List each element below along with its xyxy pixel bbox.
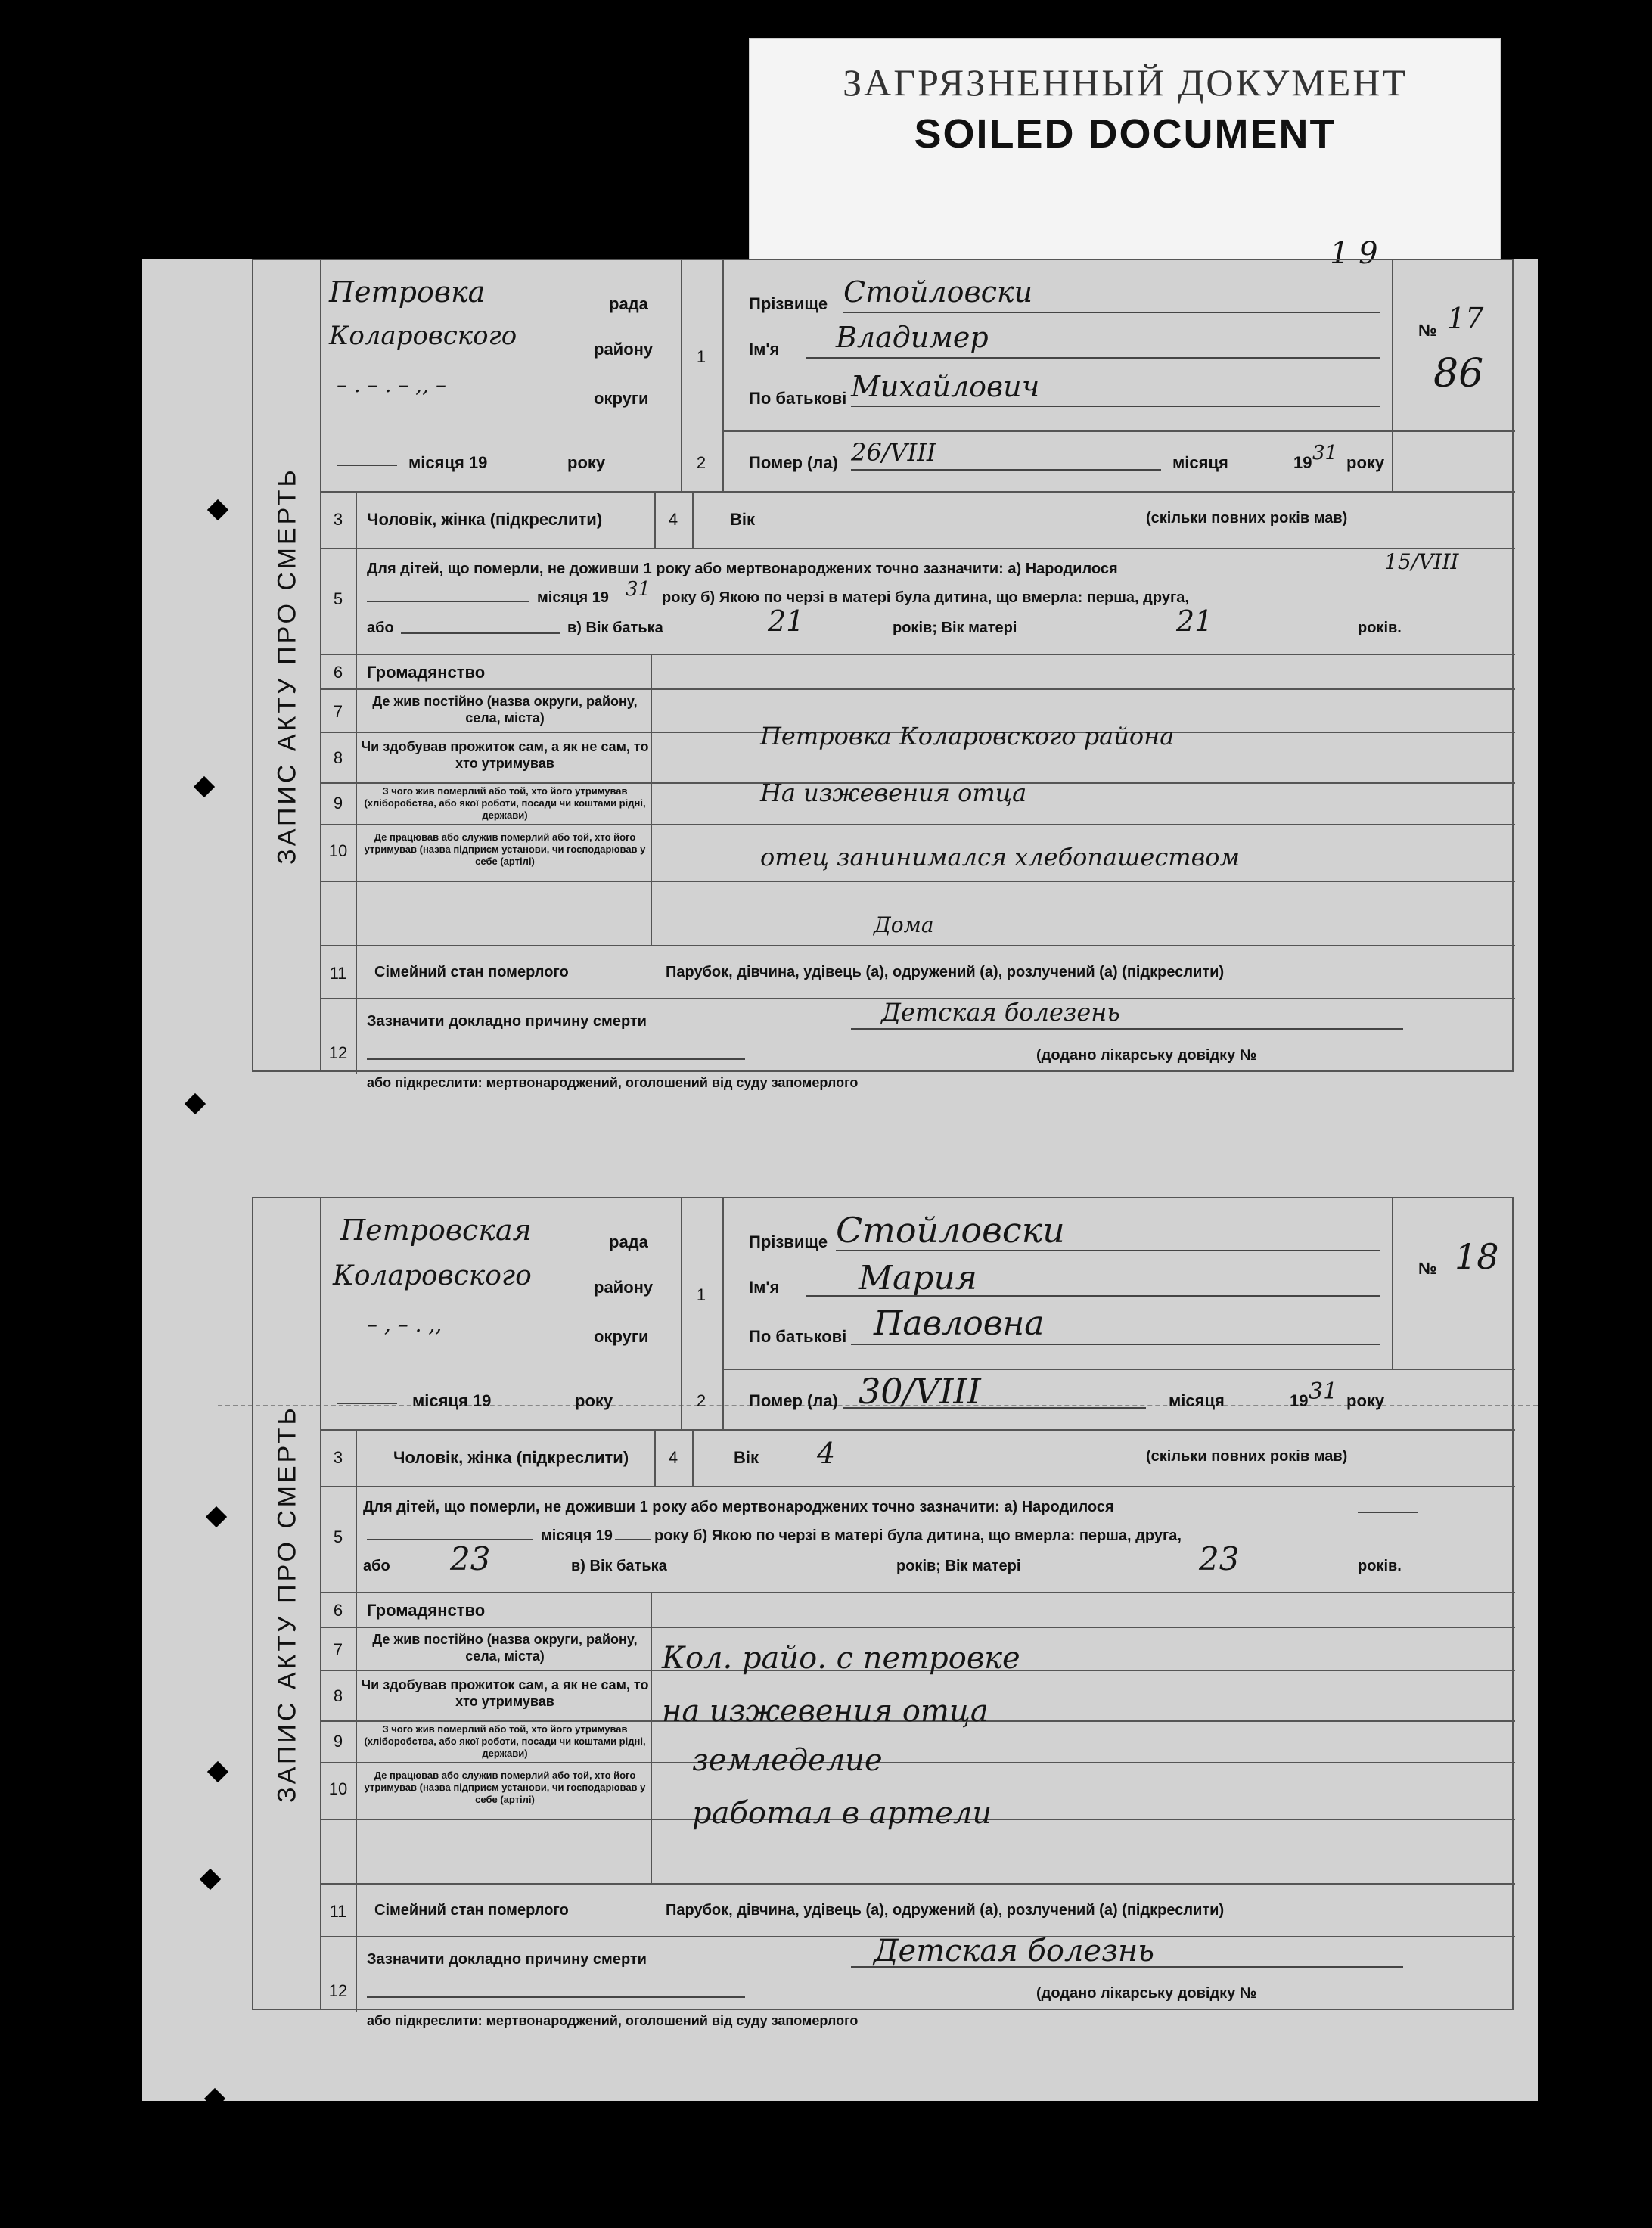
support-value: на изжевения отца [662, 1694, 989, 1729]
row-number: 2 [696, 1391, 706, 1410]
birth-year: 31 [626, 578, 651, 601]
no-label: № [1418, 321, 1437, 340]
residence-value: Кол. райо. с петровке [662, 1641, 1020, 1676]
grid-line [356, 491, 357, 1074]
okrug-label: округи [594, 1327, 649, 1346]
workplace-label: Де працював або служив померлий або той, хто його утримував (назва підприєм установи, чи господарював у себе (артілі) [364, 831, 646, 867]
patronymic-value: Михайлович [851, 370, 1040, 403]
stillborn-note: або підкреслити: мертвонароджений, оголошений від суду запомерлого [367, 1075, 859, 1090]
birth-date: 15/VIII [1384, 549, 1459, 574]
no-label: № [1418, 1259, 1437, 1278]
fill-in-line [337, 1403, 397, 1404]
header-month-label: місяця 19 [408, 453, 488, 472]
marital-options: Парубок, дівчина, удівець (а), одружений (а), розлучений (а) (підкреслити) [666, 1902, 1225, 1919]
surname-value: Стойловски [843, 275, 1033, 309]
fill-in-line [367, 1058, 745, 1060]
surname-label: Прізвище [749, 294, 828, 313]
livelihood-label: З чого жив померлий або той, хто його утримував (хліборобства, або якої роботи, посади чи коштами рідні, держави) [364, 1723, 646, 1759]
name-value: Владимер [836, 321, 989, 354]
fill-in-line [843, 312, 1380, 313]
death-year: 31 [1312, 442, 1338, 465]
fill-in-line [337, 465, 397, 466]
name-label: Ім'я [749, 1278, 780, 1297]
rayon-value: Коларовского [333, 1260, 532, 1291]
row-number: 3 [333, 1448, 343, 1467]
form-label: року б) Якою по черзі в матері була дитина, що вмерла: перша, друга, [662, 589, 1189, 606]
grid-line [321, 1592, 1515, 1593]
binding-hole [207, 1761, 228, 1782]
form-label: в) Вік батька [571, 1558, 667, 1574]
rayon-label: району [594, 340, 654, 359]
workplace-label: Де працював або служив померлий або той, хто його утримував (назва підприєм установи, чи господарював у себе (артілі) [364, 1770, 646, 1805]
grid-line [654, 1429, 656, 1486]
residence-label: Де жив постійно (назва округи, району, села, міста) [372, 1632, 638, 1664]
residence-label: Де жив постійно (назва округи, району, села, міста) [372, 694, 638, 726]
row-number: 5 [333, 589, 343, 608]
fill-in-line [851, 469, 1161, 471]
death-date: 26/VIII [851, 438, 936, 467]
row-number: 5 [333, 1527, 343, 1546]
row-number: 4 [668, 1448, 678, 1467]
death-year: 31 [1309, 1378, 1338, 1405]
row-number: 9 [333, 794, 343, 813]
row-number: 2 [696, 453, 706, 472]
patronymic-label: По батькові [749, 389, 847, 408]
marital-label: Сімейний стан померлого [374, 1902, 569, 1919]
form-label: років. [1358, 1558, 1402, 1574]
death-record-2 [252, 1197, 1514, 2028]
grid-line [1392, 1198, 1393, 1369]
record-number-2: 86 [1433, 351, 1484, 396]
form-label: років. [1358, 620, 1402, 636]
grid-line [321, 548, 1515, 549]
death-19-label: 19 [1293, 453, 1312, 472]
row-number: 6 [333, 1601, 343, 1620]
fill-in-line [851, 1028, 1403, 1030]
row-number: 1 [696, 347, 706, 366]
fill-in-line [806, 357, 1380, 359]
age-value: 4 [817, 1437, 836, 1470]
rada-label: рада [609, 1232, 648, 1251]
cause-label: Зазначити докладно причину смерти [367, 1951, 647, 1968]
binding-hole [204, 2088, 225, 2109]
patronymic-value: Павловна [874, 1304, 1045, 1343]
fill-in-line [615, 1539, 651, 1540]
gender-label: Чоловік, жінка (підкреслити) [367, 510, 603, 529]
death-month-label: місяця [1169, 1391, 1225, 1410]
fill-in-line [367, 1996, 745, 1998]
form-label: років; Вік матері [893, 620, 1017, 636]
record-number: 18 [1455, 1236, 1499, 1277]
row-number: 10 [328, 1779, 348, 1798]
side-title: ЗАПИС АКТУ ПРО СМЕРТЬ [272, 466, 302, 865]
grid-line [321, 654, 1515, 655]
grid-line [321, 1762, 1515, 1763]
grid-line [692, 1429, 694, 1486]
death-label: Помер (ла) [749, 453, 838, 472]
rada-value: Петровка [329, 275, 486, 309]
father-age: 21 [768, 604, 805, 638]
form-label: років; Вік матері [896, 1558, 1021, 1574]
death-19-label: 19 [1290, 1391, 1309, 1410]
age-note: (скільки повних років мав) [1146, 1448, 1348, 1465]
grid-line [321, 1627, 1515, 1628]
grid-line [722, 1198, 724, 1429]
rada-label: рада [609, 294, 648, 313]
grid-line [321, 1486, 1515, 1487]
stillborn-note: або підкреслити: мертвонароджений, оголошений від суду запомерлого [367, 2013, 859, 2028]
livelihood-label: З чого жив померлий або той, хто його утримував (хліборобства, або якої роботи, посади чи коштами рідні, держави) [364, 785, 646, 821]
death-month-label: місяця [1172, 453, 1228, 472]
gender-label: Чоловік, жінка (підкреслити) [393, 1448, 629, 1467]
grid-line [321, 945, 1515, 946]
citizenship-label: Громадянство [367, 1601, 486, 1620]
surname-value: Стойловски [836, 1210, 1065, 1251]
row-number: 11 [329, 964, 347, 983]
rada-value: Петровская [340, 1213, 532, 1247]
livelihood-value: земледелие [692, 1743, 883, 1778]
grid-line [321, 1883, 1515, 1885]
grid-line [654, 491, 656, 548]
record-number: 17 [1447, 302, 1484, 335]
row-number: 11 [329, 1902, 347, 1921]
grid-line [321, 824, 1515, 825]
workplace-value: Дома [874, 912, 934, 937]
death-label: Помер (ла) [749, 1391, 838, 1410]
mother-age: 21 [1176, 604, 1213, 638]
rayon-label: району [594, 1278, 654, 1297]
row-number: 10 [328, 841, 348, 860]
okrug-value: – , – . ,, [367, 1312, 442, 1337]
stamp-text-ru: ЗАГРЯЗНЕННЫЙ ДОКУМЕНТ [843, 61, 1408, 104]
marital-options: Парубок, дівчина, удівець (а), одружений (а), розлучений (а) (підкреслити) [666, 964, 1225, 980]
row-number: 7 [333, 702, 343, 721]
workplace-value: работал в артели [692, 1796, 992, 1831]
infant-instructions: Для дітей, що померли, не доживши 1 року або мертвонароджених точно зазначити: а) Народилося [367, 561, 1118, 577]
grid-line [722, 1369, 1515, 1370]
okrug-value: – . – . – ,, – [337, 372, 447, 397]
citizenship-label: Громадянство [367, 663, 486, 682]
binding-hole [206, 1506, 227, 1527]
grid-line [651, 1592, 652, 1883]
form-label: місяця 19 [537, 589, 609, 606]
form-label: (додано лікарську довідку № [1036, 1047, 1257, 1064]
fill-in-line [836, 1250, 1380, 1251]
grid-line [321, 688, 1515, 690]
fill-in-line [851, 1966, 1403, 1968]
cause-label: Зазначити докладно причину смерти [367, 1013, 647, 1030]
grid-line [681, 1198, 682, 1429]
mother-age: 23 [1199, 1540, 1240, 1577]
grid-line [1392, 260, 1393, 491]
corner-note: 1 9 [1330, 236, 1378, 271]
stamp-text-en: SOILED DOCUMENT [914, 111, 1337, 157]
grid-line [722, 430, 1515, 432]
support-value: На изжевения отца [760, 778, 1027, 807]
marital-label: Сімейний стан померлого [374, 964, 569, 980]
side-title-box [253, 260, 321, 1070]
fill-in-line [851, 1344, 1380, 1345]
form-label: місяця 19 [541, 1527, 613, 1544]
death-roku-label: року [1346, 453, 1385, 472]
fill-in-line [806, 1295, 1380, 1297]
patronymic-label: По батькові [749, 1327, 847, 1346]
side-title: ЗАПИС АКТУ ПРО СМЕРТЬ [272, 1404, 302, 1803]
father-age: 23 [450, 1540, 491, 1577]
row-number: 6 [333, 663, 343, 682]
form-label: або [363, 1558, 390, 1574]
grid-line [651, 654, 652, 945]
livelihood-value: отец занинимался хлебопашеством [760, 843, 1240, 872]
death-record-sheet [142, 236, 1538, 2101]
form-label: (додано лікарську довідку № [1036, 1985, 1257, 2002]
fill-in-line [367, 601, 529, 602]
binding-hole [185, 1093, 206, 1114]
soiled-document-stamp [749, 38, 1501, 265]
cause-value: Детская болезнь [874, 1934, 1155, 1969]
grid-line [321, 1429, 1515, 1431]
row-number: 7 [333, 1640, 343, 1659]
death-roku-label: року [1346, 1391, 1385, 1410]
grid-line [692, 491, 694, 548]
surname-label: Прізвище [749, 1232, 828, 1251]
support-label: Чи здобував прожиток сам, а як не сам, то хто утримував [361, 739, 649, 771]
form-label: року б) Якою по черзі в матері була дитина, що вмерла: перша, друга, [654, 1527, 1182, 1544]
age-label: Вік [734, 1448, 759, 1467]
fill-in-line [851, 406, 1380, 407]
row-number: 12 [328, 1043, 348, 1062]
binding-hole [207, 499, 228, 520]
support-label: Чи здобував прожиток сам, а як не сам, то хто утримував [361, 1677, 649, 1709]
residence-value: Петровка Коларовского района [760, 722, 1175, 750]
binding-hole [194, 776, 215, 797]
row-number: 9 [333, 1732, 343, 1751]
age-note: (скільки повних років мав) [1146, 510, 1348, 527]
header-year-label: року [567, 453, 606, 472]
row-number: 1 [696, 1285, 706, 1304]
row-number: 8 [333, 748, 343, 767]
okrug-label: округи [594, 389, 649, 408]
header-year-label: року [575, 1391, 613, 1410]
form-label: або [367, 620, 394, 636]
cause-value: Детская болезень [881, 998, 1120, 1027]
name-value: Мария [859, 1259, 977, 1297]
age-label: Вік [730, 510, 756, 529]
row-number: 8 [333, 1686, 343, 1705]
grid-line [356, 1429, 357, 2012]
grid-line [321, 491, 1515, 493]
fill-in-line [843, 1407, 1146, 1409]
grid-line [321, 881, 1515, 882]
death-record-1 [252, 259, 1514, 1090]
grid-line [681, 260, 682, 491]
fill-in-line [1358, 1512, 1418, 1513]
grid-line [722, 260, 724, 491]
fill-in-line [401, 632, 560, 634]
name-label: Ім'я [749, 340, 780, 359]
side-title-box [253, 1198, 321, 2009]
form-label: в) Вік батька [567, 620, 663, 636]
row-number: 12 [328, 1981, 348, 2000]
header-month-label: місяця 19 [412, 1391, 492, 1410]
death-date: 30/VIII [859, 1371, 981, 1412]
binding-hole [200, 1869, 221, 1890]
infant-instructions: Для дітей, що померли, не доживши 1 року або мертвонароджених точно зазначити: а) Народилося [363, 1499, 1114, 1515]
row-number: 3 [333, 510, 343, 529]
rayon-value: Коларовского [329, 321, 517, 351]
row-number: 4 [668, 510, 678, 529]
